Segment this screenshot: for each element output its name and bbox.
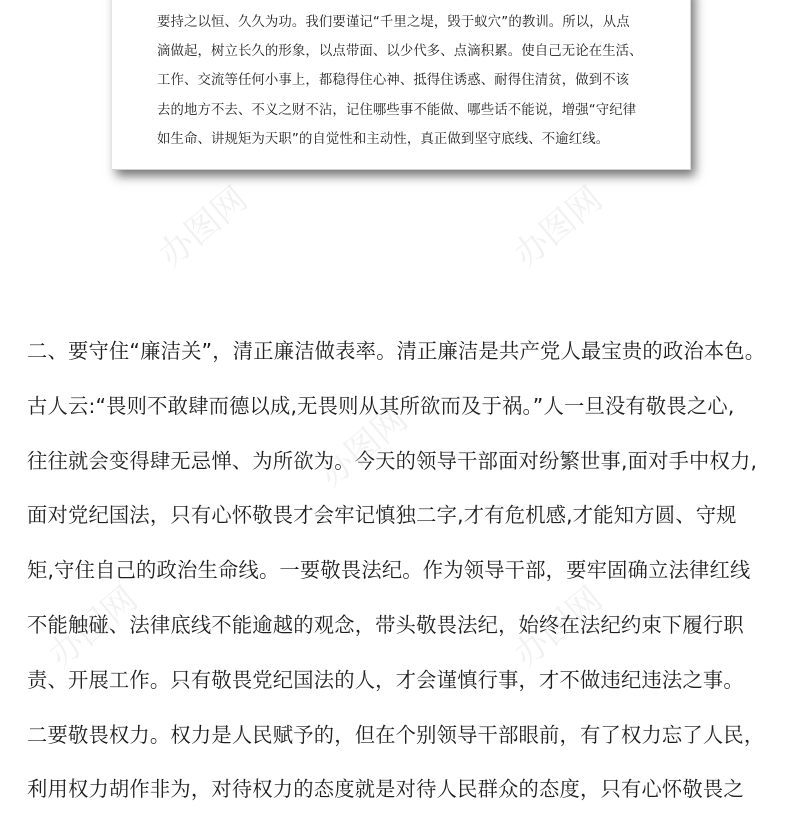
- card-line: 滴做起，树立长久的形象，以点带面、以少代多、点滴积累。使自己无论在生活、: [157, 44, 643, 60]
- card-line: 要持之以恒、久久为功。我们要谨记“千里之堤，毁于蚁穴”的教训。所以，从点: [157, 15, 630, 30]
- card-line: 去的地方不去、不义之财不沾，记住哪些事不能做、哪些话不能说，增强“守纪律: [157, 102, 637, 118]
- quote-card: [112, 0, 691, 170]
- card-text: [157, 8, 677, 154]
- watermark: 办图网: [506, 579, 611, 676]
- body-line: 古人云:“畏则不敢肆而德以成,无畏则从其所欲而及于祸。”人一旦没有敬畏之心,: [27, 393, 735, 418]
- watermark: 办图网: [311, 399, 416, 496]
- body-paragraph: [27, 324, 787, 817]
- body-line: 二要敬畏权力。权力是人民赋予的，但在个别领导干部眼前，有了权力忘了人民，: [27, 722, 765, 747]
- body-line: 往往就会变得肆无忌惮、为所欲为。今天的领导干部面对纷繁世事,面对手中权力,: [27, 448, 758, 473]
- card-line: 如生命、讲规矩为天职”的自觉性和主动性，真正做到坚守底线、不逾红线。: [157, 131, 610, 147]
- watermark: 办图网: [506, 179, 611, 276]
- body-line: 责、开展工作。只有敬畏党纪国法的人，才会谨慎行事，才不做违纪违法之事。: [27, 667, 744, 692]
- watermark: 办图网: [151, 179, 256, 276]
- body-line: 矩,守住自己的政治生命线。一要敬畏法纪。作为领导干部，要牢固确立法律红线: [27, 558, 751, 583]
- body-line: 不能触碰、法律底线不能逾越的观念，带头敬畏法纪，始终在法纪约束下履行职: [27, 612, 744, 637]
- body-line: 面对党纪国法，只有心怀敬畏才会牢记慎独二字,才有危机感,才能知方圆、守规: [27, 503, 737, 528]
- card-line: 工作、交流等任何小事上，都稳得住心神、抵得住诱惑、耐得住清贫，做到不该: [157, 73, 630, 89]
- body-line: 利用权力胡作非为，对待权力的态度就是对待人民群众的态度，只有心怀敬畏之: [27, 777, 744, 802]
- watermark: 办图网: [41, 579, 146, 676]
- body-line: 二、要守住“廉洁关”，清正廉洁做表率。清正廉洁是共产党人最宝贵的政治本色。: [27, 339, 766, 363]
